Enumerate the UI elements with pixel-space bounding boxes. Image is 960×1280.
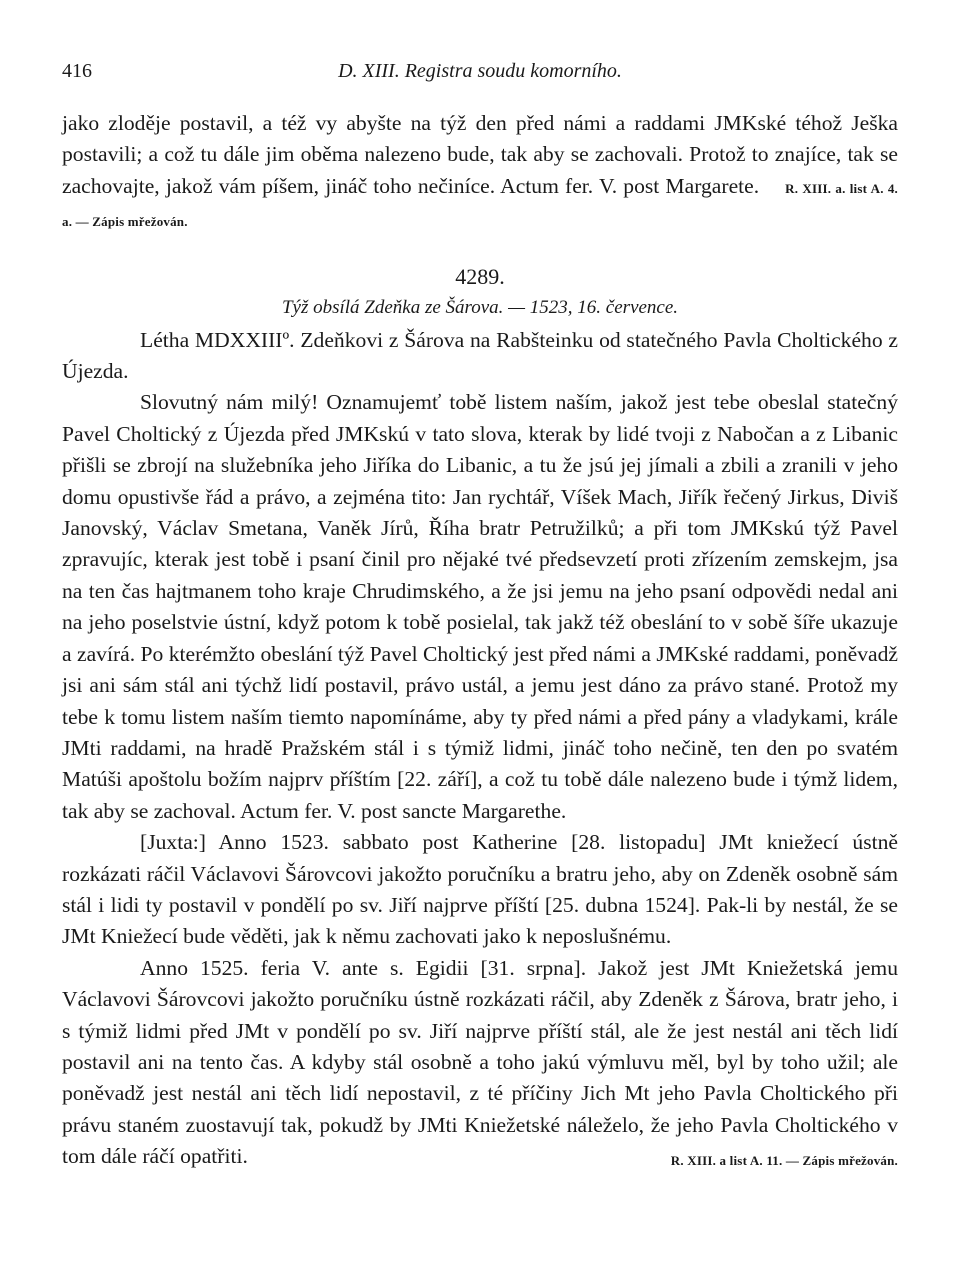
page-header [62,60,898,90]
document-body: Slovutný nám milý! Oznamujemť tobě listem naším, jakož jest tebe obeslal statečný Pavel Choltický z Újezda před JMKskú v tato slova, kterak by lidé tvoji z Nabočan a z Libanic přišli se zbrojí na služebníka jeho Jiříka do Libanic, a tu že jsú jej jímali a zbili a zranili v jeho domu opustivše řád a právo, a zejména tito: Jan rychtář, Víšek Mach, Jiřík řečený Jirkus, Diviš Janovský, Václav Smetana, Vaněk Jírů, Říha bratr Petružilků; a při tom JMKskú týž Pavel zpravujíc, kterak jest tobě i psaní činil pro nějaké tvé předsevzetí proti zřízením zemskejm, jsa na ten čas hajtmanem toho kraje Chrudimského, a že jsi jemu na jeho psaní odpovědi nedal ani na jeho poselstvie ústní, když potom k tobě posielal, tak jakž též obeslání to v sobě šíře ukazuje a zavírá. Po kterémžto obeslání týž Pavel Choltický jest před námi a JMKské raddami, poněvadž jsi ani sám stál ani týchž lidí postavil, právo ustál, a jemu jest dáno za právo stané. Protož my tebe k tomu listem naším tiemto napomínáme, aby ty před námi a před pány a vladykami, krále JMti raddami, na hradě Pražském stál i s týmiž lidmi, jináč toho nečině, ten den po svatém Matúši apoštolu božím najprv příštím [22. září], a což tu tobě dále nalezeno bude i týmž lidem, tak aby se zachoval. Actum fer. V. post sancte Margarethe. [62,390,898,823]
document-note-1523: [Juxta:] Anno 1523. sabbato post Katherine [28. listopadu] JMt kniežecí ústně rozkázati ráčil Václavovi Šárovcovi jakožto poručníku a bratru jeho, aby on Zdeněk osobně sám stál i lidi ty postavil v pondělí po sv. Jiří najprve příští [25. dubna 1524]. Pak-li by nestál, že se JMt Kniežecí bude věděti, jak k němu zachovati jako k neposlušnému. [62,830,898,949]
running-title: D. XIII. Registra soudu komorního. [338,60,622,82]
document-address: Létha MDXXIIIº. Zdeňkovi z Šárova na Rabšteinku od statečného Pavla Choltického z Újezda. [62,327,898,384]
document-title: Týž obsílá Zdeňka ze Šárova. — 1523, 16. července. [281,296,679,318]
document-number: 4289. [455,263,505,289]
document-note-1525 [62,953,898,1177]
previous-document-text [62,108,898,238]
page-body [62,108,898,1177]
previous-document-paragraph: jako zloděje postavil, a též vy abyšte na týž den před námi a raddami JMKské téhož Ješka postavili; a což tu dále jim oběma nalezeno bude, tak aby se zachovali. Protož to znajíce, tak se zachovajte, jakož vám píšem, jináč toho nečiníce. Actum fer. V. post Margarete. [62,111,898,198]
page-number: 416 [62,60,92,82]
document-reference: R. XIII. a list A. 11. — Zápis mřežován. [670,1153,898,1169]
previous-document-reference: R. XIII. a. list A. 4. a. — Zápis mřežován. [62,180,899,230]
document-note-1525-text: Anno 1525. feria V. ante s. Egidii [31. srpna]. Jakož jest JMt Kniežetská jemu Václavovi Šárovcovi jakožto poručníku ústně rozkázati ráčil, aby Zdeněk z Šárova, bratr jeho, i s týmiž lidmi před JMt v pondělí po sv. Jiří najprve příští stál, ale že jest nestál ani těch lidí postavil ani na tento čas. A kdyby stál osobně a toho jakú výmluvu měl, byl by toho užil; ale poněvadž jest nestál ani těch lidí nepostavil, z té příčiny Jich Mt jeho Pavla Choltického při právu staném zuostavují tak, pokudž by JMti Kniežetské náleželo, že jeho Pavla Choltického v tom dále ráčí opatřiti. [62,955,898,1169]
